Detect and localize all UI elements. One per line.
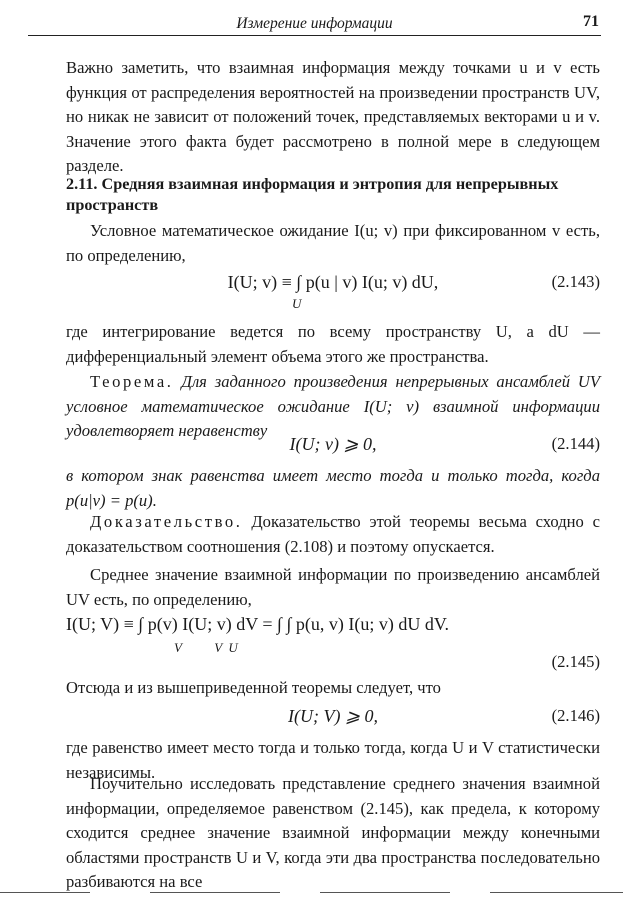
footer-rule	[320, 892, 450, 893]
equation-body: I(U; V) ⩾ 0,	[287, 706, 379, 726]
proof-label: Доказательство.	[90, 512, 243, 531]
equation-number: (2.145)	[551, 652, 600, 671]
equation-body: I(U; v) ⩾ 0,	[289, 434, 377, 454]
running-title: Измерение информации	[236, 15, 393, 32]
equation-number: (2.146)	[551, 706, 600, 725]
paragraph-mutual-info-note: Важно заметить, что взаимная информация между точками u и v есть функция от распределения вероятностей на произведении пространств UV, но никак не зависит от положений точек, представляемых векторами u и v. Значение этого факта будет рассмотрено в полной мере в следующем разделе.	[66, 58, 600, 176]
theorem-text: Для заданного произведения непрерывных ансамблей UV условное математическое ожидание I(U; v) взаимной информации удовлетворяет неравенству	[66, 372, 600, 441]
footer-rule	[0, 892, 90, 893]
theorem-label: Теорема.	[90, 372, 174, 391]
equation-body: I(U; V) ≡ ∫ p(v) I(U; v) dV = ∫ ∫ p(u, v) I(u; v) dU dV.	[66, 614, 450, 634]
paragraph-conditional-expectation: Условное математическое ожидание I(u; v) при фиксированном v есть, по определению,	[66, 221, 600, 265]
equation-body: I(U; v) ≡ ∫ p(u | v) I(u; v) dU,	[227, 272, 439, 292]
footer-rule	[150, 892, 280, 893]
equation-number: (2.144)	[551, 434, 600, 453]
equation-2-146	[66, 704, 600, 734]
section-heading: 2.11. Средняя взаимная информация и энтропия для непрерывных пространств	[66, 175, 559, 214]
page-header	[28, 9, 601, 36]
paragraph-integration-note: где интегрирование ведется по всему пространству U, а dU — дифференциальный элемент объема этого же пространства.	[66, 322, 600, 366]
equation-2-145	[66, 612, 600, 672]
integral-subscript: U	[292, 296, 302, 311]
page-number: 71	[583, 13, 599, 30]
paragraph-average-value: Среднее значение взаимной информации по произведению ансамблей UV есть, по определению,	[66, 565, 600, 609]
footer-rule	[490, 892, 623, 893]
paragraph-limit-representation: Поучительно исследовать представление среднего значения взаимной информации, определяемое равенством (2.145), как предела, к которому сходится среднее значение взаимной информации между конечными областями пространств U и V, когда эти два пространства последовательно разбиваются на все	[66, 774, 600, 892]
theorem-continuation: в котором знак равенства имеет место тогда и только тогда, когда p(u|v) = p(u).	[66, 466, 600, 510]
equation-number: (2.143)	[551, 272, 600, 291]
proof-text: Доказательство этой теоремы весьма сходно с доказательством соотношения (2.108) и поэтому опускается.	[66, 512, 601, 556]
equation-2-144	[66, 432, 600, 462]
paragraph-equality-condition: где равенство имеет место тогда и только тогда, когда U и V статистически независимы.	[66, 738, 600, 782]
paragraph-consequence: Отсюда и из вышеприведенной теоремы следует, что	[66, 678, 441, 697]
equation-2-143	[66, 270, 600, 311]
integral-subscripts: V V U	[174, 640, 238, 655]
proof-paragraph	[66, 510, 600, 559]
